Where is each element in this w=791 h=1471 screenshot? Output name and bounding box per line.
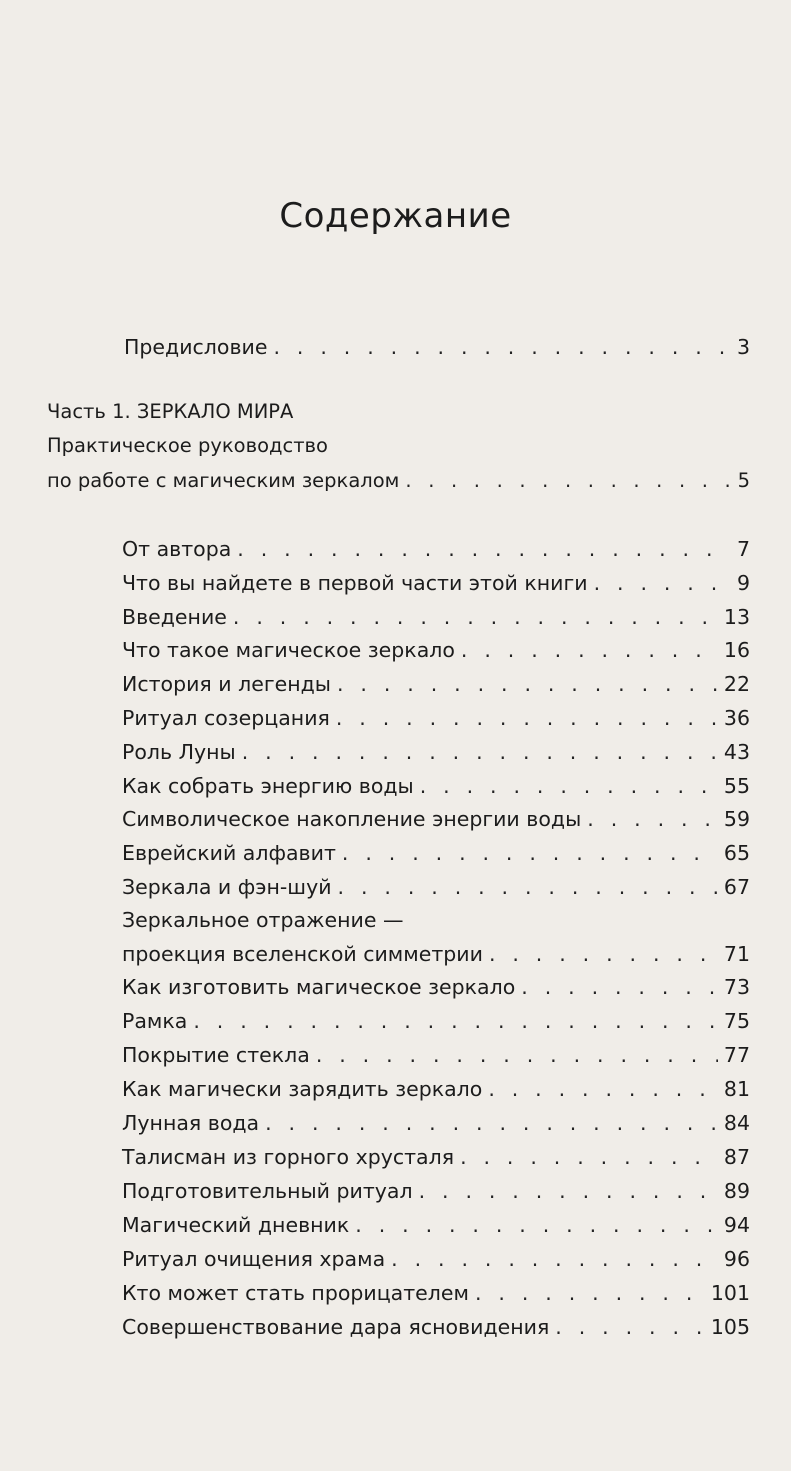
toc-entry-page: 22 [723,672,750,697]
dot-leader [355,1215,718,1236]
toc-entry-title: Лунная вода [122,1111,260,1135]
toc-entry-page: 16 [723,638,750,663]
dot-leader [587,809,718,830]
dot-leader [475,1283,705,1304]
toc-entry [122,773,750,798]
toc-entry-title: Рамка [122,1009,188,1033]
toc-entry-page: 7 [736,537,750,561]
dot-leader [193,1011,718,1032]
toc-entry-page: 3 [736,335,750,359]
toc-entry-title-line1: Зеркальное отражение — [122,908,404,932]
toc-entry-page: 94 [723,1213,750,1237]
toc-entry [122,539,750,560]
dot-leader [265,1113,718,1134]
dot-leader [342,843,718,864]
toc-entry-page: 65 [723,841,750,866]
toc-entry [122,1283,750,1304]
toc-entry [122,1317,750,1338]
toc-entry-title: Символическое накопление энергии воды [122,807,582,832]
dot-leader [488,1079,718,1100]
toc-entry-page: 67 [723,875,750,899]
toc-entry-title: От автора [122,537,232,561]
dot-leader [420,776,718,797]
toc-entry [122,1215,750,1236]
toc-entry-page: 77 [723,1043,750,1067]
part-title: Часть 1. ЗЕРКАЛО МИРА [47,400,294,423]
toc-entry-title: Кто может стать прорицателем [122,1281,469,1305]
dot-leader [594,573,731,594]
toc-entry-page: 89 [723,1179,750,1203]
toc-entry-title: История и легенды [122,672,331,697]
toc-entry [122,1011,750,1032]
part-subtitle: Практическое руководство [47,434,328,457]
toc-entry-title: Что вы найдете в первой части этой книги [122,570,588,595]
dot-leader [521,977,718,998]
toc-entry-title: Совершенствование дара ясновидения [122,1315,550,1339]
toc-entry-page: 36 [723,706,750,730]
toc-entry-title: Талисман из горного хрусталя [122,1145,455,1169]
toc-entry-multiline [122,944,750,965]
toc-entry-title: Что такое магическое зеркало [122,638,455,663]
toc-entry [122,1113,750,1134]
toc-entry-page: 96 [723,1247,750,1271]
toc-entry [122,570,750,595]
toc-entry-title: Магический дневник [122,1213,350,1237]
toc-entry-title: Подготовительный ритуал [122,1179,413,1203]
dot-leader [237,539,731,560]
dot-leader [337,674,718,695]
toc-entry [122,1249,750,1270]
toc-entry [122,1181,750,1202]
toc-entry-title: по работе с магическим зеркалом [47,469,400,492]
toc-entry-page: 43 [723,739,750,764]
toc-entry-preface [124,337,750,358]
toc-entry [122,843,750,864]
toc-entry-title: Ритуал созерцания [122,706,330,730]
toc-entry [122,809,750,830]
toc-entry-page: 73 [723,975,750,999]
toc-entry-title: Как магически зарядить зеркало [122,1077,483,1101]
page-title: Содержание [279,196,512,236]
dot-leader [336,708,718,729]
dot-leader [391,1249,718,1270]
toc-entry-page: 101 [710,1281,750,1305]
toc-entry [122,1079,750,1100]
toc-entry [122,739,750,764]
toc-entry-page: 75 [723,1009,750,1033]
toc-entry [122,977,750,998]
toc-entry-title: Как собрать энергию воды [122,773,414,798]
toc-entry [122,604,750,629]
toc-entry [122,708,750,729]
toc-entry-page: 9 [736,570,750,595]
dot-leader [461,640,718,661]
dot-leader [555,1317,705,1338]
toc-entry-title: Ритуал очищения храма [122,1247,386,1271]
dot-leader [233,607,718,628]
toc-entry-part [47,471,750,491]
toc-entry [122,640,750,661]
toc-entry-title: Покрытие стекла [122,1043,310,1067]
toc-entry-page: 55 [723,773,750,798]
toc-entry-title: Роль Луны [122,739,236,764]
dot-leader [242,742,718,763]
toc-entry-title: Зеркала и фэн-шуй [122,875,332,899]
dot-leader [419,1181,718,1202]
toc-entry-page: 71 [723,942,750,966]
toc-entry-page: 105 [710,1315,750,1339]
toc-entry [122,1045,750,1066]
dot-leader [489,944,718,965]
dot-leader [273,337,730,358]
toc-entry-title: Еврейский алфавит [122,841,336,866]
toc-entry [122,674,750,695]
dot-leader [338,877,718,898]
toc-entry-title: Как изготовить магическое зеркало [122,975,516,999]
toc-entry-page: 81 [723,1077,750,1101]
toc-entry-title: Введение [122,604,227,629]
toc-entry-title: Предисловие [124,335,268,359]
toc-entry [122,1147,750,1168]
toc-entry-page: 84 [723,1111,750,1135]
dot-leader [405,471,731,491]
toc-entry-page: 5 [737,469,750,492]
toc-entry-title: проекция вселенской симметрии [122,942,483,966]
toc-entry-page: 87 [723,1145,750,1169]
dot-leader [460,1147,718,1168]
toc-entry-page: 59 [723,807,750,832]
dot-leader [316,1045,718,1066]
toc-entry [122,877,750,898]
toc-entry-page: 13 [723,604,750,629]
